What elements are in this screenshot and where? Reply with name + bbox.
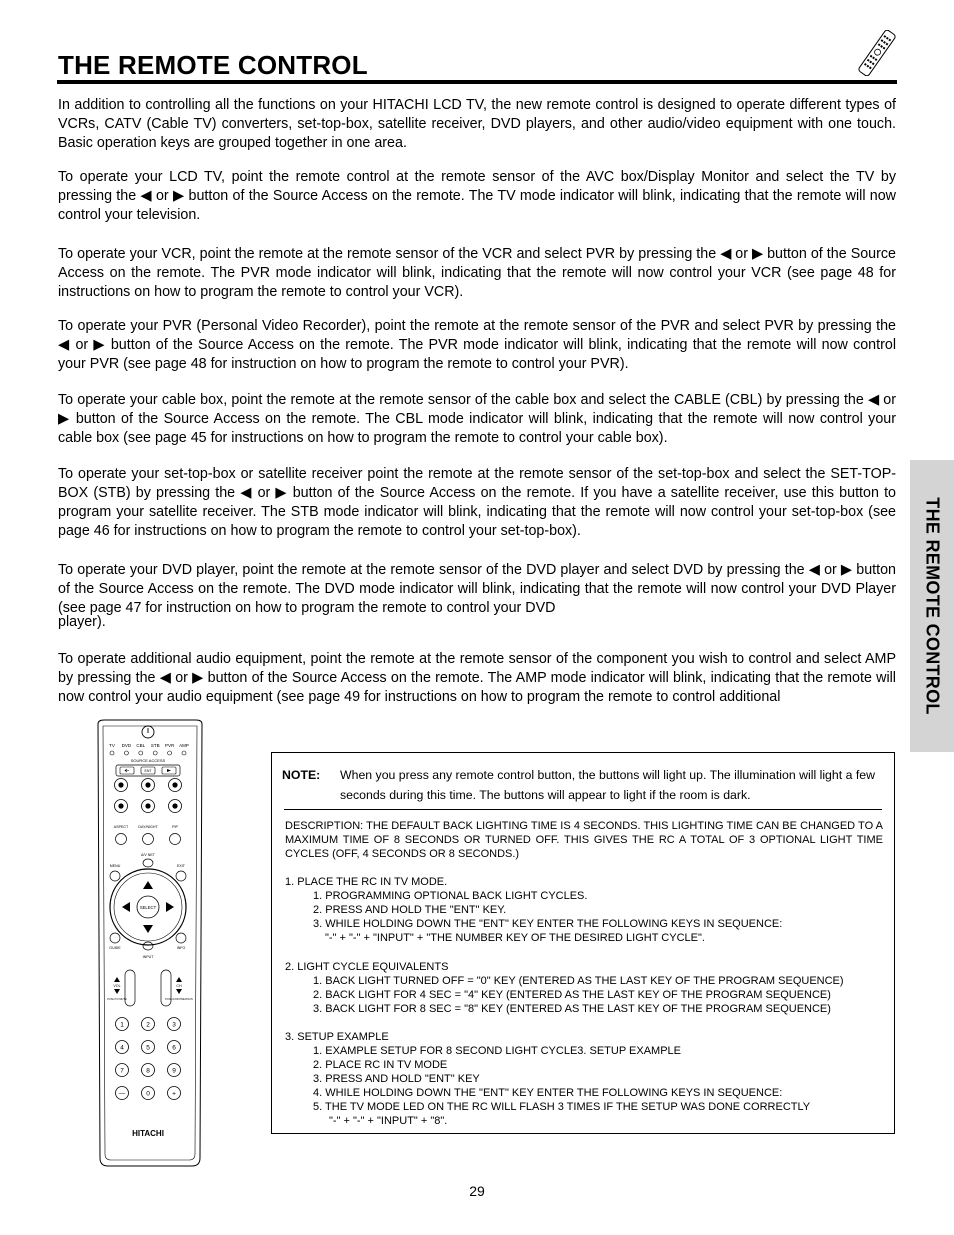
svg-text:INPUT: INPUT xyxy=(142,955,154,959)
svg-text:EXIT: EXIT xyxy=(177,864,185,868)
svg-text:CH: CH xyxy=(176,984,182,988)
transport-button-symbol xyxy=(172,782,177,787)
remote-control-illustration xyxy=(96,718,204,1170)
step2-heading: 2. LIGHT CYCLE EQUIVALENTS xyxy=(285,961,449,973)
step1-heading: 1. PLACE THE RC IN TV MODE. xyxy=(285,876,448,888)
step3-item: 2. PLACE RC IN TV MODE xyxy=(313,1059,448,1071)
step1-sequence: "-" + "-" + "INPUT" + "THE NUMBER KEY OF THE DESIRED LIGHT CYCLE". xyxy=(325,932,705,944)
step3-heading: 3. SETUP EXAMPLE xyxy=(285,1031,389,1043)
keypad-key-label: 5 xyxy=(146,1044,150,1052)
mode-label: DVD xyxy=(121,743,132,748)
side-tab-label: THE REMOTE CONTROL xyxy=(922,497,943,715)
backlight-note-box xyxy=(271,752,895,1134)
keypad-key-label: 1 xyxy=(120,1021,124,1029)
svg-text:A/V NET: A/V NET xyxy=(141,853,155,857)
note-description: DESCRIPTION: THE DEFAULT BACK LIGHTING TIME IS 4 SECONDS. THIS LIGHTING TIME CAN BE CHANGED TO A MAXIMUM TIME OF 8 SECONDS OR TURNED OFF. THIS GIVES THE RC A TOTAL OF 3 OPTIONAL LIGHT TIME CYCLES (OFF, 4 SECONDS OR 8 SECONDS.) xyxy=(285,820,883,861)
dvd-paragraph-end: player). xyxy=(58,614,106,630)
dvd-paragraph: To operate your DVD player, point the remote at the remote sensor of the DVD player and select DVD by pressing the ◀ or ▶ button of the Source Access on the remote. The DVD mode indicator will blink, indicating that the remote will now control your DVD Player (see page 47 for instruction on how to program the remote to control your DVD xyxy=(58,562,896,616)
step2-item: 3. BACK LIGHT FOR 8 SEC = "8" KEY (ENTERED AS THE LAST KEY OF THE PROGRAM SEQUENCE) xyxy=(313,1003,831,1015)
mode-label: AMP xyxy=(179,743,189,748)
side-section-tab xyxy=(910,460,954,752)
svg-text:VOL: VOL xyxy=(113,984,121,988)
keypad-key-label: 3 xyxy=(172,1021,176,1029)
svg-text:ASPECT: ASPECT xyxy=(113,825,129,829)
transport-button-symbol xyxy=(145,782,150,787)
keypad-key-label: + xyxy=(172,1090,176,1098)
svg-text:MENU: MENU xyxy=(109,864,121,868)
transport-button-symbol xyxy=(145,803,150,808)
svg-text:PUSH TO MUTE: PUSH TO MUTE xyxy=(107,998,127,1001)
transport-button-symbol xyxy=(172,803,177,808)
step2-item: 1. BACK LIGHT TURNED OFF = "0" KEY (ENTERED AS THE LAST KEY OF THE PROGRAM SEQUENCE) xyxy=(313,975,844,987)
step3-item: 4. WHILE HOLDING DOWN THE "ENT" KEY ENTER THE FOLLOWING KEYS IN SEQUENCE: xyxy=(313,1087,783,1099)
tv-paragraph: To operate your LCD TV, point the remote control at the remote sensor of the AVC box/Display Monitor and select the TV by pressing the ◀ or ▶ button of the Source Access on the remote. The TV mode indicator will blink, indicating that the remote will now control your television. xyxy=(58,169,896,223)
transport-button-symbol xyxy=(118,803,123,808)
transport-button-symbol xyxy=(118,782,123,787)
mode-label: STB xyxy=(150,743,160,748)
keypad-key-label: 0 xyxy=(146,1090,150,1098)
cable-paragraph: To operate your cable box, point the remote at the remote sensor of the cable box and select the CABLE (CBL) by pressing the ◀ or ▶ button of the Source Access on the remote. The CBL mode indicator will blink, indicating that the remote will now control your cable box (see page 45 for instructions on how to program the remote to control your cable box). xyxy=(58,392,896,446)
keypad-key-label: 4 xyxy=(120,1044,124,1052)
mode-label: CBL xyxy=(136,743,146,748)
page-title: THE REMOTE CONTROL xyxy=(58,50,368,80)
step2-item: 2. BACK LIGHT FOR 4 SEC = "4" KEY (ENTERED AS THE LAST KEY OF THE PROGRAM SEQUENCE) xyxy=(313,989,831,1001)
keypad-key-label: 6 xyxy=(172,1044,176,1052)
page-number: 29 xyxy=(469,1183,485,1199)
keypad-key-label: 8 xyxy=(146,1067,150,1075)
mode-label: PVR xyxy=(164,743,175,748)
mode-label: TV xyxy=(109,743,115,748)
step3-item: 5. THE TV MODE LED ON THE RC WILL FLASH 3 TIMES IF THE SETUP WAS DONE CORRECTLY xyxy=(313,1101,811,1113)
keypad-key-label: 2 xyxy=(146,1021,150,1029)
source-access-label: SOURCE ACCESS xyxy=(130,758,166,763)
svg-text:GUIDE: GUIDE xyxy=(109,946,121,950)
step1-item: 3. WHILE HOLDING DOWN THE "ENT" KEY ENTER THE FOLLOWING KEYS IN SEQUENCE: xyxy=(313,918,783,930)
svg-text:PIP: PIP xyxy=(172,825,178,829)
svg-text:ENT: ENT xyxy=(144,769,152,773)
step1-item: 2. PRESS AND HOLD THE "ENT" KEY. xyxy=(313,904,507,916)
step3-sequence: "-" + "-" + "INPUT" + "8". xyxy=(329,1115,448,1127)
step3-item: 1. EXAMPLE SETUP FOR 8 SECOND LIGHT CYCLE3. SETUP EXAMPLE xyxy=(313,1045,682,1057)
svg-text:INFO: INFO xyxy=(176,946,186,950)
pvr-paragraph: To operate your PVR (Personal Video Recorder), point the remote at the remote sensor of the PVR and select PVR by pressing the ◀ or ▶ button of the Source Access on the remote. The PVR mode indicator will blink, indicating that the remote will now control your PVR (see page 48 for instruction on how to program the remote to control your PVR). xyxy=(58,318,896,372)
note-divider xyxy=(284,809,882,810)
remote-control-icon xyxy=(857,30,897,76)
svg-text:PUSH FOR PREVIOUS: PUSH FOR PREVIOUS xyxy=(165,998,193,1001)
amp-paragraph: To operate additional audio equipment, point the remote at the remote sensor of the component you wish to control and select AMP by pressing the ◀ or ▶ button of the Source Access on the remote. The AMP mode indicator will blink, indicating that the remote will now control your audio equipment (see page 49 for instructions on how to program the remote to control additional xyxy=(58,651,896,705)
svg-text:DAY/NIGHT: DAY/NIGHT xyxy=(138,825,158,829)
step3-item: 3. PRESS AND HOLD "ENT" KEY xyxy=(313,1073,480,1085)
keypad-key-label: 7 xyxy=(120,1067,124,1075)
svg-text:SELECT: SELECT xyxy=(139,905,157,910)
note-header xyxy=(282,765,882,805)
keypad-key-label: 9 xyxy=(172,1067,176,1075)
note-label: NOTE: xyxy=(282,768,321,782)
hitachi-logo: HITACHI xyxy=(132,1129,164,1138)
title-rule xyxy=(57,80,897,84)
intro-paragraph: In addition to controlling all the functions on your HITACHI LCD TV, the new remote control is designed to operate different types of VCRs, CATV (Cable TV) converters, set-top-box, satellite receiver, DVD players, and other audio/video equipment with one touch. Basic operation keys are grouped together in one area. xyxy=(58,97,896,151)
step1-item: 1. PROGRAMMING OPTIONAL BACK LIGHT CYCLES. xyxy=(313,890,588,902)
stb-paragraph: To operate your set-top-box or satellite receiver point the remote at the remote sensor of the set-top-box and select the SET-TOP-BOX (STB) by pressing the ◀ or ▶ button of the Source Access on the remote. If you have a satellite receiver, use this button to program your satellite receiver. The STB mode indicator will blink, indicating that the remote will now control your set-top-box (see page 46 for instructions on how to program the remote to control your set-top-box). xyxy=(58,466,896,539)
keypad-key-label: — xyxy=(118,1090,126,1098)
vcr-paragraph: To operate your VCR, point the remote at the remote sensor of the VCR and select PVR by pressing the ◀ or ▶ button of the Source Access on the remote. The PVR mode indicator will blink, indicating that the remote will now control your VCR (see page 48 for instructions on how to program the remote to control your VCR). xyxy=(58,246,896,300)
note-text: When you press any remote control button, the buttons will light up. The illumination will light a few seconds during this time. The buttons will appear to light if the room is dark. xyxy=(340,768,875,802)
